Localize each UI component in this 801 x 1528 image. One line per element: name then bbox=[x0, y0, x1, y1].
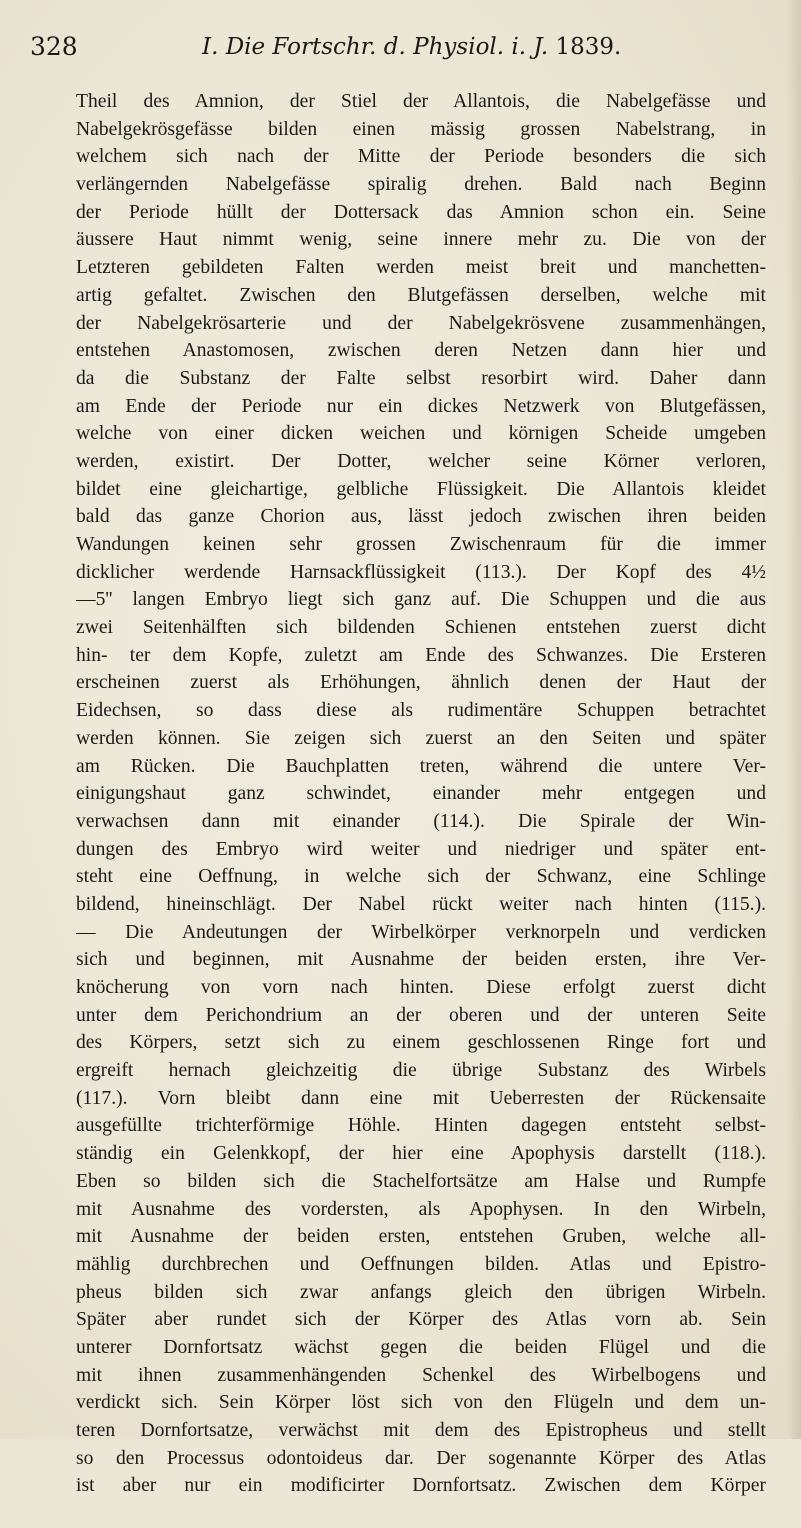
text-line: werden können. Sie zeigen sich zuerst an den Seiten und später bbox=[76, 727, 766, 749]
running-head-title: I. Die Fortschr. d. Physiol. i. J. bbox=[202, 34, 549, 60]
text-line: ist aber nur ein modificirter Dornfortsatz. Zwischen dem Körper bbox=[76, 1475, 766, 1497]
text-line: teren Dornfortsatze, verwächst mit dem des Epistropheus und stellt bbox=[76, 1420, 766, 1441]
text-line: so den Processus odontoideus dar. Der sogenannte Körper des Atlas bbox=[76, 1447, 766, 1469]
page-number: 328 bbox=[30, 32, 78, 61]
text-line: äussere Haut nimmt wenig, seine innere mehr zu. Die von der bbox=[76, 229, 766, 251]
text-line: zwei Seitenhälften sich bildenden Schienen entstehen zuerst dicht bbox=[76, 617, 766, 639]
text-line: erscheinen zuerst als Erhöhungen, ähnlich denen der Haut der bbox=[76, 672, 766, 694]
text-line: welchem sich nach der Mitte der Periode besonders die sich bbox=[76, 146, 766, 168]
page-edge-shadow bbox=[787, 0, 801, 1439]
text-line: ergreift hernach gleichzeitig die übrige Substanz des Wirbels bbox=[76, 1060, 766, 1082]
text-line: (117.). Vorn bleibt dann eine mit Ueberresten der Rückensaite bbox=[76, 1087, 766, 1109]
text-line: Eben so bilden sich die Stachelfortsätze am Halse und Rumpfe bbox=[76, 1170, 766, 1192]
text-line: verwachsen dann mit einander (114.). Die Spirale der Win- bbox=[76, 810, 766, 832]
text-line: mit ihnen zusammenhängenden Schenkel des Wirbelbogens und bbox=[76, 1364, 766, 1386]
text-line: entstehen Anastomosen, zwischen deren Netzen dann hier und bbox=[76, 340, 766, 362]
text-line: artig gefaltet. Zwischen den Blutgefässen derselben, welche mit bbox=[76, 284, 766, 306]
body-text bbox=[76, 88, 766, 1528]
text-line: der Periode hüllt der Dottersack das Amnion schon ein. Seine bbox=[76, 201, 766, 223]
text-line: Theil des Amnion, der Stiel der Allantois, die Nabelgefässe und bbox=[76, 91, 766, 112]
text-line: welche von einer dicken weichen und körnigen Scheide umgeben bbox=[76, 423, 766, 445]
text-line: — Die Andeutungen der Wirbelkörper verknorpeln und verdicken bbox=[76, 921, 766, 943]
text-line: ausgefüllte trichterförmige Höhle. Hinten dagegen entsteht selbst- bbox=[76, 1115, 766, 1137]
text-line: bildet eine gleichartige, gelbliche Flüssigkeit. Die Allantois kleidet bbox=[76, 478, 766, 500]
text-line: —5'' langen Embryo liegt sich ganz auf. Die Schuppen und die aus bbox=[76, 589, 766, 611]
text-line: sich und beginnen, mit Ausnahme der beiden ersten, ihre Ver- bbox=[76, 949, 766, 971]
text-line: bildend, hineinschlägt. Der Nabel rückt weiter nach hinten (115.). bbox=[76, 893, 766, 915]
text-line: hin- ter dem Kopfe, zuletzt am Ende des Schwanzes. Die Ersteren bbox=[76, 644, 766, 666]
text-line bbox=[76, 1500, 766, 1528]
text-line: dungen des Embryo wird weiter und niedriger und später ent- bbox=[76, 838, 766, 860]
text-line: pheus bilden sich zwar anfangs gleich den übrigen Wirbeln. bbox=[76, 1281, 766, 1303]
running-head bbox=[202, 30, 621, 64]
text-line: unterer Dornfortsatz wächst gegen die beiden Flügel und die bbox=[76, 1336, 766, 1358]
text-line: ständig ein Gelenkkopf, der hier eine Apophysis darstellt (118.). bbox=[76, 1143, 766, 1165]
text-line: Wandungen keinen sehr grossen Zwischenraum für die immer bbox=[76, 534, 766, 555]
text-line: verdickt sich. Sein Körper löst sich von den Flügeln und dem un- bbox=[76, 1392, 766, 1414]
text-line: mit Ausnahme der beiden ersten, entstehen Gruben, welche all- bbox=[76, 1226, 766, 1248]
text-line: verlängernden Nabelgefässe spiralig drehen. Bald nach Beginn bbox=[76, 174, 766, 196]
page-header bbox=[30, 30, 730, 64]
text-line: am Ende der Periode nur ein dickes Netzwerk von Blutgefässen, bbox=[76, 395, 766, 417]
text-line: mit Ausnahme des vordersten, als Apophysen. In den Wirbeln, bbox=[76, 1198, 766, 1220]
text-line: des Körpers, setzt sich zu einem geschlossenen Ringe fort und bbox=[76, 1032, 766, 1054]
text-line: da die Substanz der Falte selbst resorbirt wird. Daher dann bbox=[76, 367, 766, 389]
text-line: am Rücken. Die Bauchplatten treten, während die untere Ver- bbox=[76, 755, 766, 777]
text-line: Später aber rundet sich der Körper des Atlas vorn ab. Sein bbox=[76, 1309, 766, 1331]
text-line: werden, existirt. Der Dotter, welcher seine Körner verloren, bbox=[76, 450, 766, 472]
text-line: Eidechsen, so dass diese als rudimentäre Schuppen betrachtet bbox=[76, 700, 766, 722]
text-line: Nabelgekrösgefässe bilden einen mässig grossen Nabelstrang, in bbox=[76, 118, 766, 140]
text-line: Letzteren gebildeten Falten werden meist breit und manchetten- bbox=[76, 257, 766, 279]
text-line: bald das ganze Chorion aus, lässt jedoch zwischen ihren beiden bbox=[76, 506, 766, 528]
text-line: einigungshaut ganz schwindet, einander mehr entgegen und bbox=[76, 783, 766, 805]
text-line: mählig durchbrechen und Oeffnungen bilden. Atlas und Epistro- bbox=[76, 1253, 766, 1275]
text-line: unter dem Perichondrium an der oberen und der unteren Seite bbox=[76, 1004, 766, 1026]
running-head-year: 1839. bbox=[555, 34, 622, 60]
text-line: dicklicher werdende Harnsackflüssigkeit (113.). Der Kopf des 4½ bbox=[76, 561, 766, 583]
text-line: knöcherung von vorn nach hinten. Diese erfolgt zuerst dicht bbox=[76, 977, 766, 998]
text-line: der Nabelgekrösarterie und der Nabelgekrösvene zusammenhängen, bbox=[76, 312, 766, 334]
text-line: steht eine Oeffnung, in welche sich der Schwanz, eine Schlinge bbox=[76, 866, 766, 888]
